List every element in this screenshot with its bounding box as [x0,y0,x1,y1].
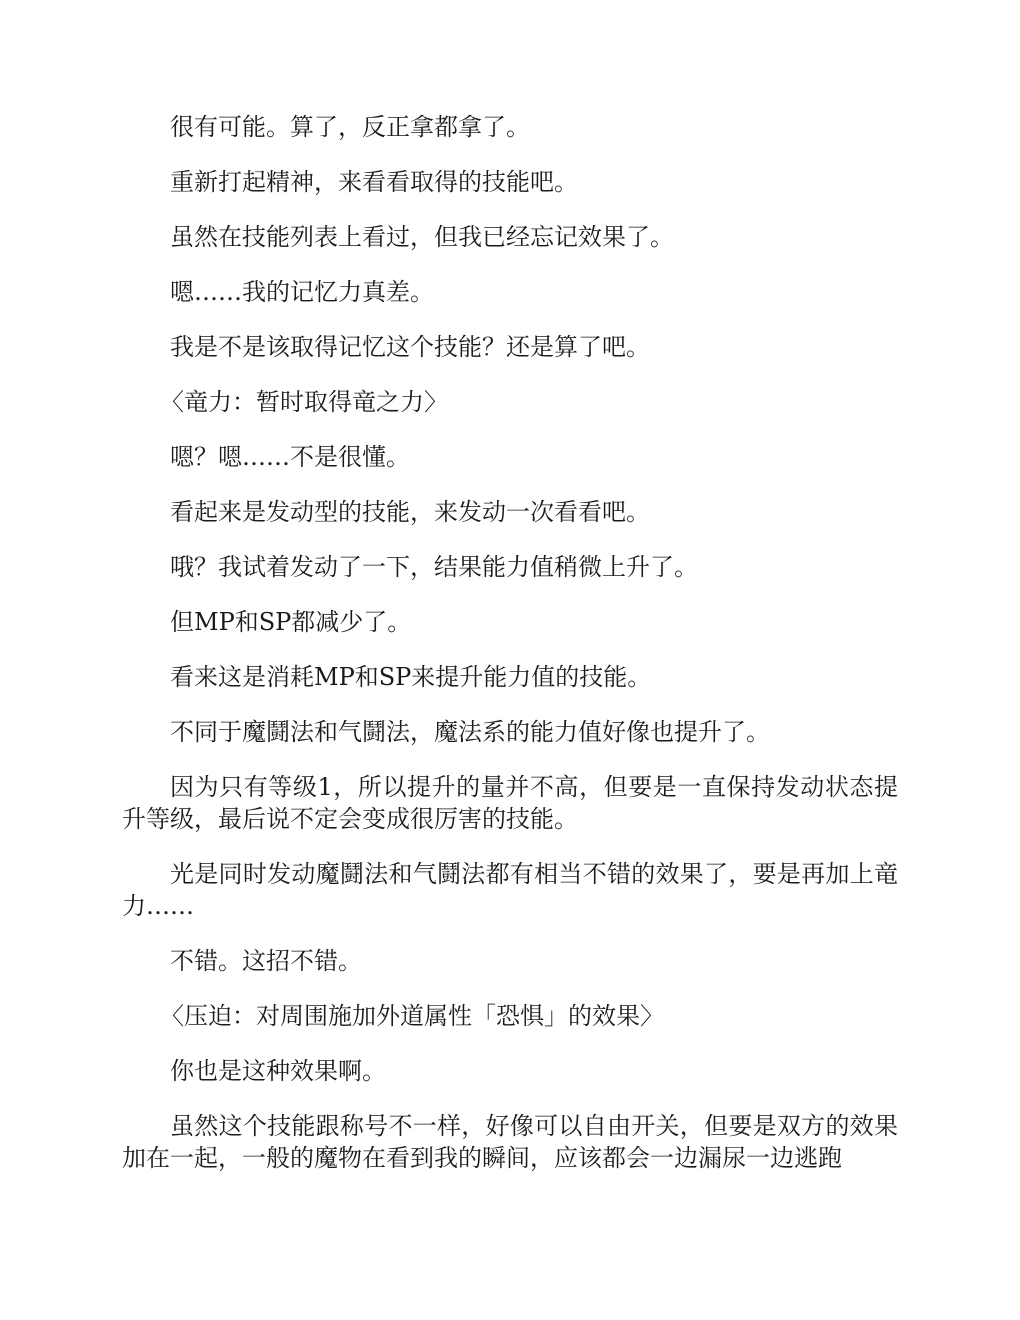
paragraph-12: 不同于魔鬪法和气鬪法，魔法系的能力值好像也提升了。 [170,718,770,746]
body-text [122,111,898,1197]
paragraph-15: 不错。这招不错。 [170,947,362,975]
paragraph-11: 看来这是消耗MP和SP来提升能力值的技能。 [170,663,652,691]
paragraph-17: 你也是这种效果啊。 [170,1057,386,1085]
paragraph-1: 很有可能。算了，反正拿都拿了。 [170,113,530,141]
skill-description-dragon-power: 〈竜力：暂时取得竜之力〉 [160,388,448,416]
paragraph-2: 重新打起精神，来看看取得的技能吧。 [170,168,578,196]
paragraph-3: 虽然在技能列表上看过，但我已经忘记效果了。 [170,223,674,251]
paragraph-4: 嗯……我的记忆力真差。 [170,278,434,306]
paragraph-14: 光是同时发动魔鬪法和气鬪法都有相当不错的效果了，要是再加上竜力…… [122,860,898,920]
paragraph-13: 因为只有等级1，所以提升的量并不高，但要是一直保持发动状态提升等级，最后说不定会变成很厉害的技能。 [122,773,898,833]
paragraph-10: 但MP和SP都减少了。 [170,608,412,636]
paragraph-8: 看起来是发动型的技能，来发动一次看看吧。 [170,498,650,526]
paragraph-9: 哦？我试着发动了一下，结果能力值稍微上升了。 [170,553,698,581]
paragraph-7: 嗯？嗯……不是很懂。 [170,443,410,471]
paragraph-18: 虽然这个技能跟称号不一样，好像可以自由开关，但要是双方的效果加在一起，一般的魔物在看到我的瞬间，应该都会一边漏尿一边逃跑 [122,1112,898,1172]
paragraph-5: 我是不是该取得记忆这个技能？还是算了吧。 [170,333,650,361]
skill-description-oppression: 〈压迫：对周围施加外道属性「恐惧」的效果〉 [160,1002,664,1030]
